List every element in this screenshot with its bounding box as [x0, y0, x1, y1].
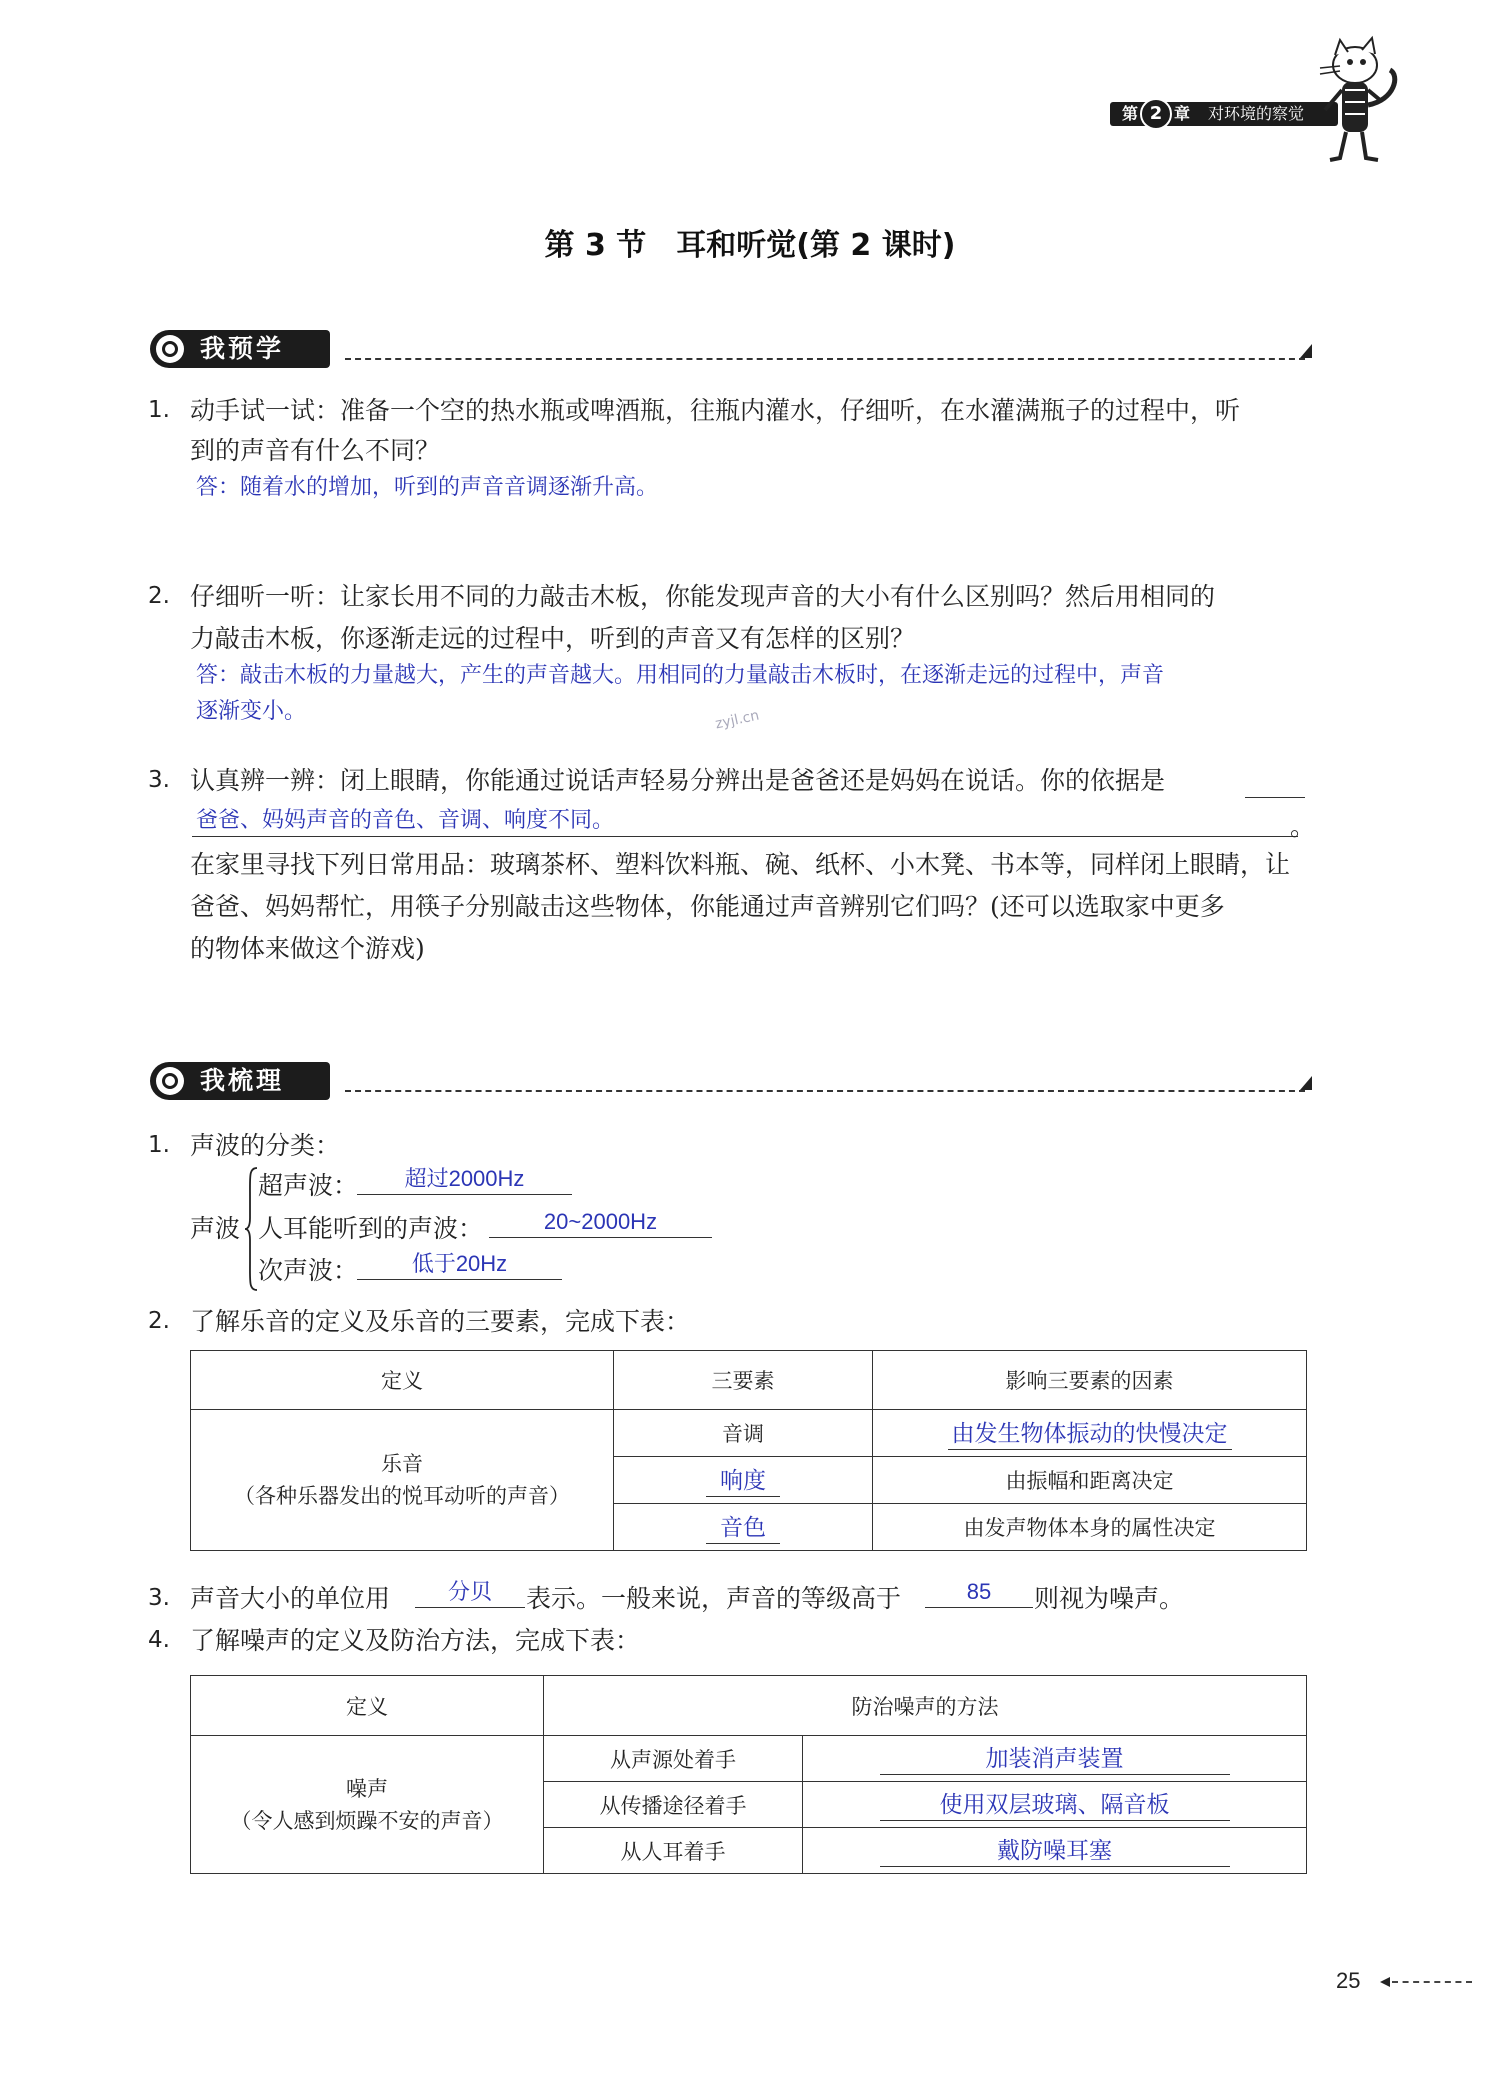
question-text: 了解噪声的定义及防治方法，完成下表： [190, 1626, 641, 1655]
element-answer: 音色 [706, 1511, 780, 1544]
period-mark: 。 [1290, 812, 1316, 841]
blank-line [1245, 797, 1305, 798]
chapter-suffix: 章 [1174, 104, 1191, 123]
table-header: 定义 [191, 1676, 544, 1736]
question-text: 表示。一般来说，声音的等级高于 [526, 1584, 902, 1613]
answer-text: 答：敲击木板的力量越大，产生的声音越大。用相同的力量敲击木板时，在逐渐走远的过程中，声音 [196, 663, 1165, 688]
section-label: 我预学 [200, 334, 285, 363]
definition-description: （令人感到烦躁不安的声音） [230, 1808, 504, 1833]
approach-cell: 从人耳着手 [544, 1828, 803, 1874]
noise-control-table [190, 1675, 1307, 1874]
question-text: 力敲击木板，你逐渐走远的过程中，听到的声音又有怎样的区别？ [190, 624, 916, 653]
table-header: 影响三要素的因素 [873, 1351, 1307, 1410]
question-text: 爸爸、妈妈帮忙，用筷子分别敲击这些物体，你能通过声音辨别它们吗？(还可以选取家中更多 [190, 892, 1225, 921]
question-text: 仔细听一听：让家长用不同的力敲击木板，你能发现声音的大小有什么区别吗？然后用相同的 [190, 582, 1216, 611]
element-cell: 音调 [614, 1410, 873, 1457]
page-number: 25 [1336, 1968, 1361, 1993]
infrasonic-answer: 低于20Hz [357, 1249, 562, 1280]
dashed-pointer-line [1392, 1981, 1472, 1983]
element-answer: 响度 [706, 1464, 780, 1497]
question-text: 了解乐音的定义及乐音的三要素，完成下表： [190, 1307, 691, 1336]
question-number: 3. [148, 1585, 170, 1611]
element-cell [614, 1504, 873, 1551]
question-number: 3. [148, 767, 170, 793]
watermark: zyjl.cn [713, 707, 761, 733]
factor-answer: 由发生物体振动的快慢决定 [948, 1417, 1232, 1450]
method-cell [803, 1828, 1307, 1874]
section-icon [156, 335, 184, 363]
musical-sound-table [190, 1350, 1307, 1551]
question-text: 在家里寻找下列日常用品：玻璃茶杯、塑料饮料瓶、碗、纸杯、小木凳、书本等，同样闭上眼睛，让 [190, 850, 1291, 879]
question-text: 则视为噪声。 [1034, 1584, 1185, 1613]
definition-term: 乐音 [381, 1452, 423, 1476]
page-title: 第 3 节 耳和听觉(第 2 课时) [544, 228, 956, 263]
section-label: 我梳理 [200, 1066, 285, 1095]
section-badge [150, 1062, 330, 1100]
table-header: 防治噪声的方法 [544, 1676, 1307, 1736]
ultrasonic-answer: 超过2000Hz [357, 1164, 572, 1195]
question-text: 声波的分类： [190, 1131, 341, 1160]
definition-term: 噪声 [346, 1776, 388, 1801]
brace-icon [244, 1166, 258, 1292]
section-icon [156, 1067, 184, 1095]
noise-threshold-answer: 85 [925, 1577, 1033, 1608]
question-number: 4. [148, 1627, 170, 1653]
question-text: 认真辨一辨：闭上眼睛，你能通过说话声轻易分辨出是爸爸还是妈妈在说话。你的依据是 [190, 766, 1166, 795]
classification-root: 声波 [190, 1214, 241, 1243]
unit-answer: 分贝 [415, 1577, 525, 1608]
blank-line [192, 836, 1298, 837]
element-cell [614, 1457, 873, 1504]
definition-cell [191, 1736, 544, 1874]
factor-cell [873, 1410, 1307, 1457]
answer-text: 逐渐变小。 [196, 699, 307, 724]
method-cell [803, 1736, 1307, 1782]
approach-cell: 从传播途径着手 [544, 1782, 803, 1828]
definition-cell [191, 1410, 614, 1551]
question-number: 1. [148, 397, 170, 423]
method-answer: 加装消声装置 [880, 1742, 1230, 1775]
answer-text: 爸爸、妈妈声音的音色、音调、响度不同。 [196, 808, 615, 833]
corner-triangle-icon [1300, 1076, 1312, 1090]
factor-cell: 由发声物体本身的属性决定 [873, 1504, 1307, 1551]
table-header: 定义 [191, 1351, 614, 1410]
question-number: 1. [148, 1132, 170, 1158]
classification-label: 次声波： [258, 1256, 359, 1285]
question-number: 2. [148, 1308, 170, 1334]
classification-label: 超声波： [258, 1171, 359, 1200]
question-number: 2. [148, 583, 170, 609]
answer-text: 答：随着水的增加，听到的声音音调逐渐升高。 [196, 475, 659, 500]
chapter-number: 2 [1140, 98, 1172, 130]
method-answer: 使用双层玻璃、隔音板 [880, 1788, 1230, 1821]
section-badge [150, 330, 330, 368]
table-header: 三要素 [614, 1351, 873, 1410]
left-arrow-icon [1380, 1977, 1390, 1987]
classification-label: 人耳能听到的声波： [258, 1214, 484, 1243]
cat-mascot-illustration [1300, 30, 1420, 170]
dashed-divider [345, 1090, 1305, 1092]
question-text: 动手试一试：准备一个空的热水瓶或啤酒瓶，往瓶内灌水，仔细听，在水灌满瓶子的过程中，听 [190, 396, 1241, 425]
dashed-divider [345, 358, 1305, 360]
chapter-prefix: 第 [1122, 104, 1139, 123]
question-text: 到的声音有什么不同？ [190, 436, 441, 465]
question-text: 声音大小的单位用 [190, 1584, 391, 1613]
chapter-title: 对环境的察觉 [1208, 104, 1305, 123]
approach-cell: 从声源处着手 [544, 1736, 803, 1782]
method-cell [803, 1782, 1307, 1828]
audible-answer: 20~2000Hz [489, 1207, 712, 1238]
question-text: 的物体来做这个游戏) [190, 934, 425, 963]
method-answer: 戴防噪耳塞 [880, 1834, 1230, 1867]
corner-triangle-icon [1300, 344, 1312, 358]
definition-description: （各种乐器发出的悦耳动听的声音） [234, 1484, 570, 1508]
factor-cell: 由振幅和距离决定 [873, 1457, 1307, 1504]
